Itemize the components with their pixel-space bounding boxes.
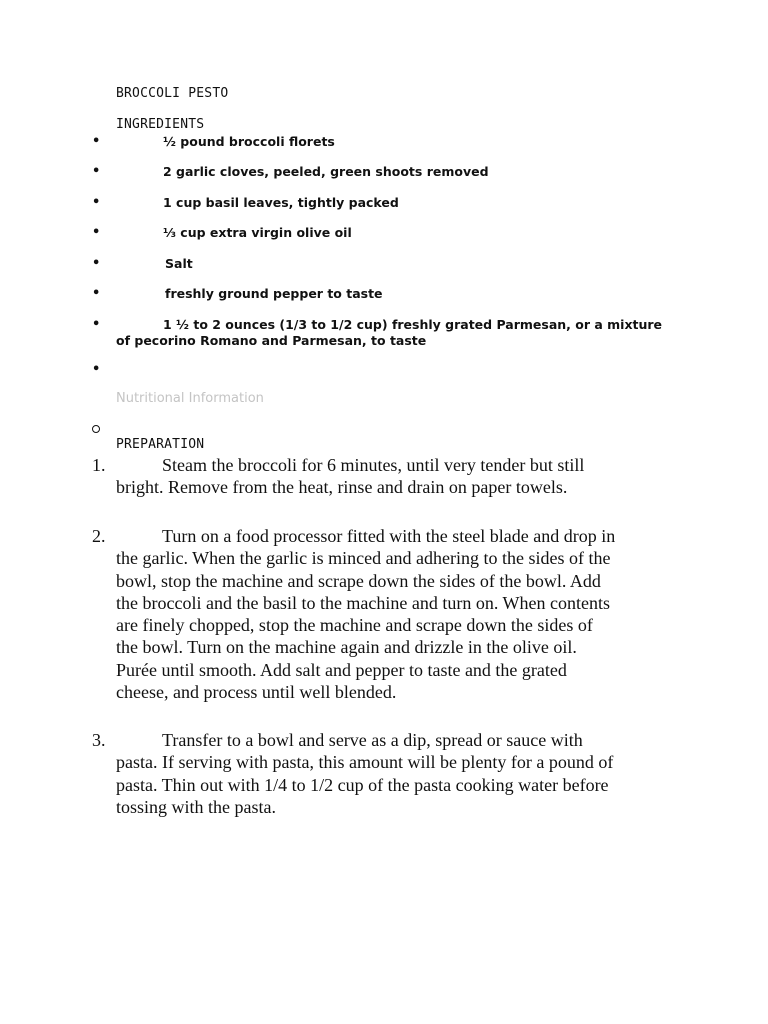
step-line: Purée until smooth. Add salt and pepper to taste and the grated xyxy=(116,659,567,680)
step-line: cheese, and process until well blended. xyxy=(116,682,397,703)
step-number: 3. xyxy=(92,730,106,750)
ingredients-heading: INGREDIENTS xyxy=(116,117,205,132)
circle-bullet-icon xyxy=(92,425,100,433)
step-line: the bowl. Turn on the machine again and drizzle in the olive oil. xyxy=(116,637,577,658)
ingredient-text: 2 garlic cloves, peeled, green shoots removed xyxy=(163,164,489,179)
step-line: tossing with the pasta. xyxy=(116,796,276,817)
bullet-icon: • xyxy=(92,164,101,179)
ingredient-text: ⅓ cup extra virgin olive oil xyxy=(163,225,352,240)
bullet-icon: • xyxy=(92,134,101,149)
step-number: 2. xyxy=(92,526,106,546)
step-line: Turn on a food processor fitted with the steel blade and drop in xyxy=(162,526,616,546)
ingredient-text-continuation: of pecorino Romano and Parmesan, to taste xyxy=(116,333,427,348)
step-line: Steam the broccoli for 6 minutes, until very tender but still xyxy=(162,455,585,475)
step-number: 1. xyxy=(92,455,106,475)
nutritional-information-link[interactable]: Nutritional Information xyxy=(116,391,264,406)
step-line: pasta. If serving with pasta, this amount will be plenty for a pound of xyxy=(116,752,614,773)
step-line: the garlic. When the garlic is minced and adhering to the sides of the xyxy=(116,548,611,569)
bullet-icon: • xyxy=(92,362,101,377)
bullet-icon: • xyxy=(92,286,101,301)
recipe-title: BROCCOLI PESTO xyxy=(116,86,229,101)
step-line: pasta. Thin out with 1/4 to 1/2 cup of the pasta cooking water before xyxy=(116,774,609,795)
ingredient-text: freshly ground pepper to taste xyxy=(165,286,383,301)
step-line: bowl, stop the machine and scrape down the sides of the bowl. Add xyxy=(116,570,601,591)
bullet-icon: • xyxy=(92,225,101,240)
step-line: the broccoli and the basil to the machine and turn on. When contents xyxy=(116,592,611,613)
ingredient-text: 1 cup basil leaves, tightly packed xyxy=(163,195,399,210)
step-text xyxy=(116,729,676,818)
step-text xyxy=(116,454,676,499)
ingredient-text: Salt xyxy=(165,256,193,271)
preparation-heading: PREPARATION xyxy=(116,437,205,452)
bullet-icon: • xyxy=(92,195,101,210)
bullet-icon: • xyxy=(92,317,101,332)
step-line: are finely chopped, stop the machine and scrape down the sides of xyxy=(116,615,593,636)
step-line: bright. Remove from the heat, rinse and drain on paper towels. xyxy=(116,477,568,498)
ingredient-text: ½ pound broccoli florets xyxy=(163,134,335,149)
step-line: Transfer to a bowl and serve as a dip, spread or sauce with xyxy=(162,730,583,750)
ingredient-text: 1 ½ to 2 ounces (1/3 to 1/2 cup) freshly grated Parmesan, or a mixture xyxy=(163,317,663,332)
bullet-icon: • xyxy=(92,256,101,271)
step-text xyxy=(116,525,676,703)
